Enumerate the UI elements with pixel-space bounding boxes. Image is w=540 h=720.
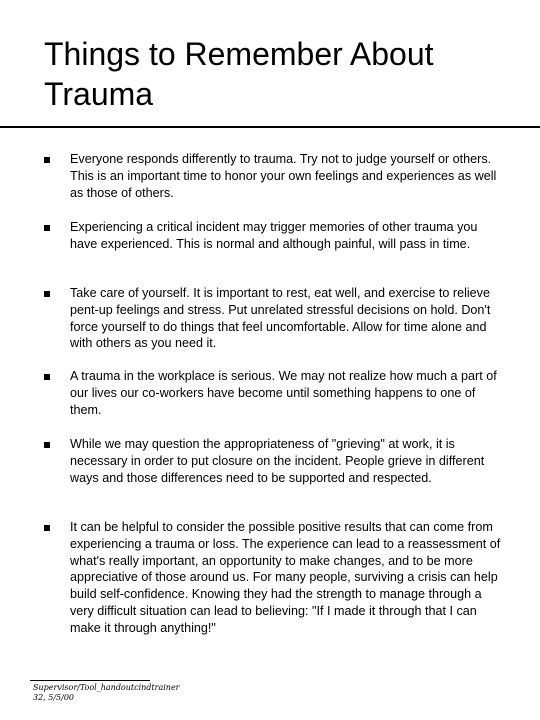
footer-divider <box>30 680 150 681</box>
footer-note <box>33 683 233 703</box>
title-divider <box>0 126 540 128</box>
list-item-text: Experiencing a critical incident may trigger memories of other trauma you have experienced. This is normal and although painful, will pass in time. <box>70 220 478 251</box>
list-item-text: It can be helpful to consider the possible positive results that can come from experiencing a trauma or loss. The experience can lead to a reassessment of what's really important, an opportunity to make changes, and to be more appreciative of those around us. For many people, surviving a crisis can help build self-confidence. Knowing they had the strength to manage through a very difficult situation can lead to believing: "If I made it through that I can make it through anything!" <box>70 520 501 635</box>
list-item-text: Take care of yourself. It is important to rest, eat well, and exercise to relieve pent-up feelings and stress. Put unrelated stressful decisions on hold. Don't force yourself to do things that feel uncomfortable. Allow for time alone and with others as you need it. <box>70 286 491 351</box>
footer-date: 32, 5/5/00 <box>33 693 75 702</box>
footer-source: Supervisor/Tool_handoutcindtrainer <box>33 683 180 692</box>
square-bullet-icon <box>44 442 50 448</box>
list-item-text: While we may question the appropriateness of "grieving" at work, it is necessary in order to put closure on the incident. People grieve in different ways and those differences need to be supported and respected. <box>70 437 485 485</box>
square-bullet-icon <box>44 291 50 297</box>
list-item-text: Everyone responds differently to trauma. Try not to judge yourself or others. This is an important time to honor your own feelings and experiences as well as those of others. <box>70 152 497 200</box>
square-bullet-icon <box>44 374 50 380</box>
square-bullet-icon <box>44 525 50 531</box>
list-item-text: A trauma in the workplace is serious. We may not realize how much a part of our lives our co-workers have become until something happens to one of them. <box>70 369 497 417</box>
square-bullet-icon <box>44 225 50 231</box>
page-title: Things to Remember About Trauma <box>44 36 434 112</box>
square-bullet-icon <box>44 157 50 163</box>
